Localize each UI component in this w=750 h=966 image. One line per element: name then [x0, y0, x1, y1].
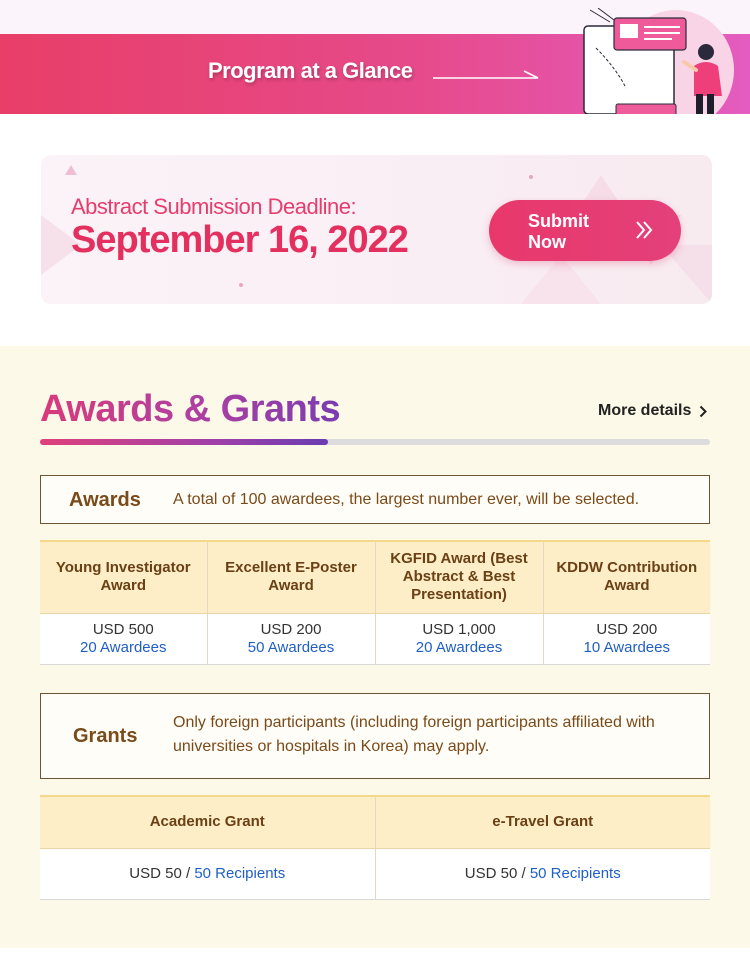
- table-cell: [375, 613, 543, 664]
- deadline-label: Abstract Submission Deadline:: [71, 194, 357, 219]
- more-details-label: More details: [598, 402, 692, 419]
- award-header-kgfid: KGFID Award (Best Abstract & Best Presentation): [375, 541, 543, 613]
- award-amount: USD 200: [260, 620, 322, 638]
- awards-description: A total of 100 awardees, the largest number ever, will be selected.: [173, 491, 640, 508]
- award-amount: USD 500: [92, 620, 154, 638]
- submit-button-label: Submit Now: [528, 211, 589, 252]
- award-recipients: 10 Awardees: [583, 638, 670, 656]
- award-recipients: 20 Awardees: [80, 638, 167, 656]
- banner-title: Program at a Glance: [208, 58, 413, 83]
- awards-grants-section: [0, 346, 750, 948]
- award-amount: USD 200: [596, 620, 658, 638]
- more-details-link[interactable]: [598, 402, 707, 420]
- grant-recipients: 50 Recipients: [529, 864, 621, 882]
- section-title: Awards & Grants: [40, 388, 341, 430]
- award-recipients: 20 Awardees: [415, 638, 503, 656]
- deadline-date: September 16, 2022: [71, 219, 408, 261]
- award-header-kddw-contribution: KDDW Contribution Award: [543, 541, 710, 613]
- grant-recipients: 50 Recipients: [194, 864, 286, 882]
- table-cell: [543, 613, 710, 664]
- grant-amount: USD 50 /: [464, 864, 530, 882]
- grants-label: Grants: [73, 725, 138, 747]
- grants-info-box: [40, 693, 710, 779]
- table-cell: [207, 613, 375, 664]
- table-row: [40, 848, 710, 899]
- double-chevron-right-icon: [635, 220, 653, 240]
- chevron-right-icon: [699, 405, 707, 418]
- grant-amount: USD 50 /: [129, 864, 195, 882]
- awards-info-box: [40, 475, 710, 524]
- award-recipients: 50 Awardees: [247, 638, 335, 656]
- table-cell: [375, 848, 710, 899]
- submit-now-button[interactable]: [489, 200, 681, 261]
- arrow-right-icon: [432, 68, 542, 82]
- table-cell: [40, 613, 207, 664]
- table-cell: [40, 848, 375, 899]
- grant-header-e-travel: e-Travel Grant: [375, 796, 710, 848]
- awards-label: Awards: [69, 489, 141, 511]
- deadline-card: [41, 155, 712, 304]
- table-row: [40, 613, 710, 664]
- title-underline-track: [40, 439, 710, 445]
- award-header-young-investigator: Young Investigator Award: [40, 541, 207, 613]
- grant-header-academic: Academic Grant: [40, 796, 375, 848]
- grants-description: Only foreign participants (including foreign participants affiliated with universities or hospitals in Korea) may apply.: [173, 714, 655, 755]
- award-amount: USD 1,000: [422, 620, 496, 638]
- program-banner[interactable]: [0, 34, 750, 114]
- title-underline-fill: [40, 439, 328, 445]
- awards-table: [40, 540, 710, 665]
- award-header-excellent-e-poster: Excellent E-Poster Award: [207, 541, 375, 613]
- grants-table: [40, 795, 710, 900]
- presenter-illustration: [576, 8, 736, 114]
